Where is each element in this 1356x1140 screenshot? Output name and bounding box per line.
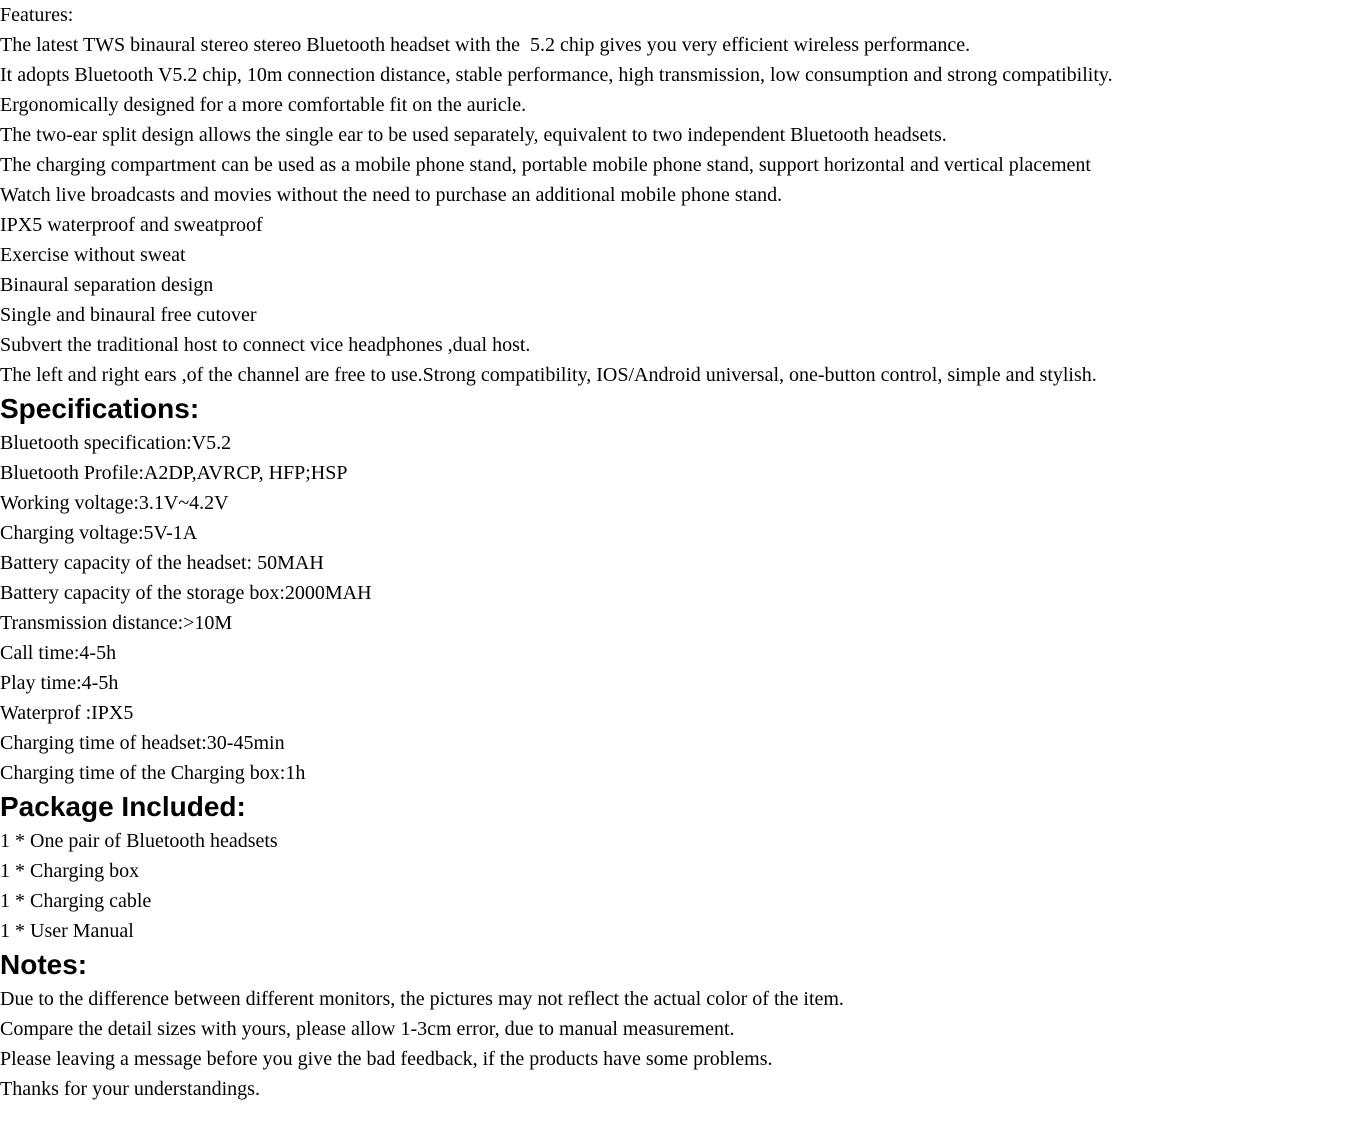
- package-line: 1 * Charging box: [0, 860, 140, 882]
- feature-line: The latest TWS binaural stereo stereo Bluetooth headset with the 5.2 chip gives you very efficient wireless performance.: [0, 34, 971, 56]
- feature-line: The charging compartment can be used as a mobile phone stand, portable mobile phone stand, support horizontal and vertical placement: [0, 154, 1091, 176]
- package-line: 1 * Charging cable: [0, 890, 152, 912]
- feature-line: Subvert the traditional host to connect vice headphones ,dual host.: [0, 334, 531, 356]
- spec-line: Play time:4-5h: [0, 672, 119, 694]
- spec-line: Transmission distance:>10M: [0, 612, 233, 634]
- feature-line: IPX5 waterproof and sweatproof: [0, 214, 263, 236]
- package-section: [0, 788, 1356, 946]
- spec-line: Bluetooth specification:V5.2: [0, 432, 232, 454]
- features-heading: Features:: [0, 4, 74, 26]
- package-list: [0, 826, 1356, 946]
- features-section: [0, 0, 1356, 390]
- package-line: 1 * User Manual: [0, 920, 134, 942]
- package-line: 1 * One pair of Bluetooth headsets: [0, 830, 278, 852]
- notes-heading: Notes:: [0, 949, 88, 980]
- note-line: Due to the difference between different monitors, the pictures may not reflect the actual color of the item.: [0, 988, 844, 1010]
- note-line: Please leaving a message before you give the bad feedback, if the products have some problems.: [0, 1048, 773, 1070]
- spec-line: Battery capacity of the headset: 50MAH: [0, 552, 324, 574]
- feature-line: Single and binaural free cutover: [0, 304, 257, 326]
- specifications-section: [0, 390, 1356, 788]
- note-line: Thanks for your understandings.: [0, 1078, 260, 1100]
- specifications-heading: Specifications:: [0, 393, 200, 424]
- spec-line: Bluetooth Profile:A2DP,AVRCP, HFP;HSP: [0, 462, 348, 484]
- notes-list: [0, 984, 1356, 1104]
- spec-line: Battery capacity of the storage box:2000MAH: [0, 582, 372, 604]
- features-list: [0, 30, 1356, 390]
- feature-line: The left and right ears ,of the channel are free to use.Strong compatibility, IOS/Android universal, one-button control, simple and stylish.: [0, 364, 1097, 386]
- package-heading: Package Included:: [0, 791, 246, 822]
- spec-line: Working voltage:3.1V~4.2V: [0, 492, 229, 514]
- notes-section: [0, 946, 1356, 1104]
- feature-line: Ergonomically designed for a more comfortable fit on the auricle.: [0, 94, 527, 116]
- spec-line: Charging time of headset:30-45min: [0, 732, 285, 754]
- spec-line: Charging time of the Charging box:1h: [0, 762, 306, 784]
- feature-line: It adopts Bluetooth V5.2 chip, 10m connection distance, stable performance, high transmission, low consumption and strong compatibility.: [0, 64, 1113, 86]
- spec-line: Call time:4-5h: [0, 642, 117, 664]
- spec-line: Charging voltage:5V-1A: [0, 522, 198, 544]
- note-line: Compare the detail sizes with yours, please allow 1-3cm error, due to manual measurement.: [0, 1018, 735, 1040]
- feature-line: Exercise without sweat: [0, 244, 186, 266]
- feature-line: The two-ear split design allows the single ear to be used separately, equivalent to two independent Bluetooth headsets.: [0, 124, 947, 146]
- feature-line: Watch live broadcasts and movies without the need to purchase an additional mobile phone stand.: [0, 184, 783, 206]
- specifications-list: [0, 428, 1356, 788]
- spec-line: Waterprof :IPX5: [0, 702, 134, 724]
- feature-line: Binaural separation design: [0, 274, 214, 296]
